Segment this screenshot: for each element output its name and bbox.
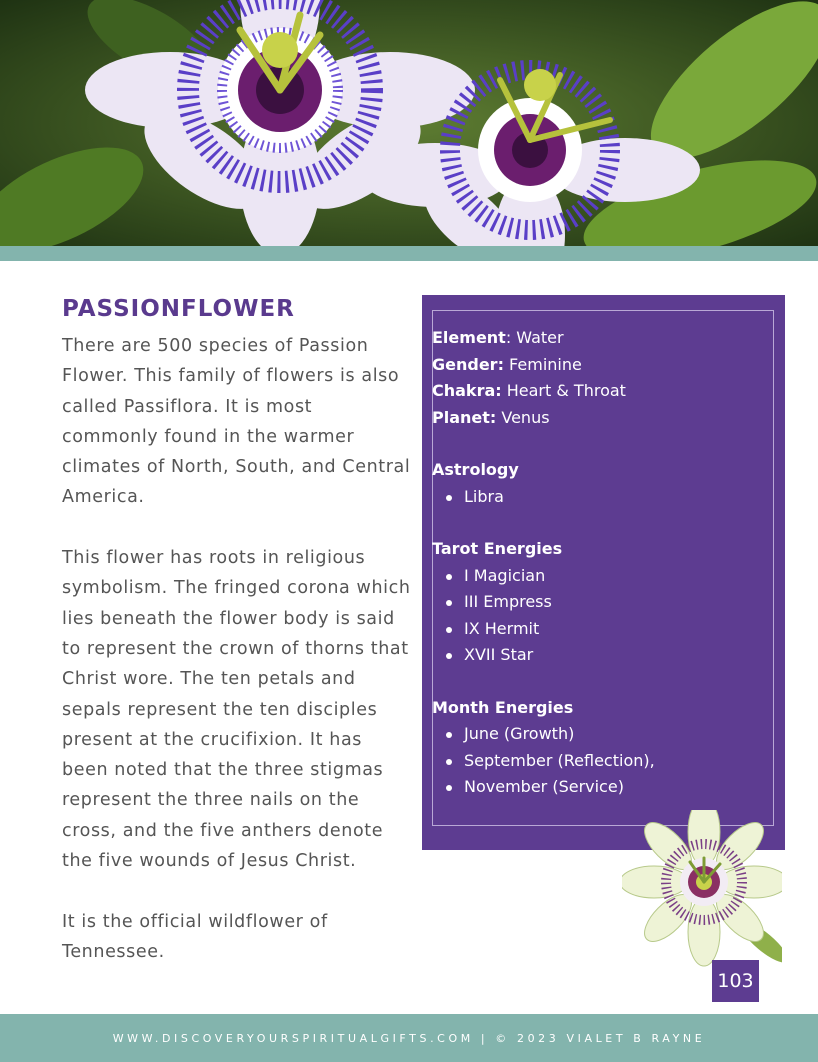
page-title: PASSIONFLOWER (62, 296, 295, 322)
list-item: November (Service) (464, 774, 772, 801)
list-item: June (Growth) (464, 721, 772, 748)
passionflower-illustration (622, 810, 782, 974)
body-text (62, 331, 414, 998)
paragraph: There are 500 species of Passion Flower. This family of flowers is also called Passiflora. It is most commonly found in the warmer climates of North, South, and Central America. (62, 336, 411, 508)
chakra-value: Heart & Throat (501, 381, 626, 400)
planet-row (432, 405, 772, 432)
list-item: IX Hermit (464, 616, 772, 643)
chakra-row (432, 378, 772, 405)
panel-content (432, 325, 772, 801)
gender-label: Gender: (432, 354, 504, 374)
astrology-heading: Astrology (432, 460, 519, 479)
list-item: III Empress (464, 589, 772, 616)
element-label: Element (432, 328, 506, 347)
list-item: September (Reflection), (464, 748, 772, 775)
attributes-panel (422, 295, 785, 850)
footer (0, 1014, 818, 1062)
gender-row (432, 352, 772, 379)
planet-value: Venus (496, 407, 550, 427)
tarot-heading: Tarot Energies (432, 539, 563, 558)
astrology-list (432, 484, 772, 511)
gender-value: Feminine (503, 354, 582, 374)
planet-label: Planet: (432, 407, 497, 427)
page-number: 103 (712, 960, 759, 1002)
paragraph: It is the official wildflower of Tennessee. (62, 911, 328, 962)
chakra-label: Chakra: (432, 381, 502, 400)
passionflower-photo (0, 0, 818, 246)
list-item: Libra (464, 484, 772, 511)
tarot-list (432, 563, 772, 669)
flower-icon (622, 810, 782, 970)
teal-band (0, 246, 818, 261)
list-item: I Magician (464, 563, 772, 590)
hero-photo (0, 0, 818, 246)
element-value: : Water (505, 328, 564, 347)
footer-text: WWW.DISCOVERYOURSPIRITUALGIFTS.COM | © 2023 VIALET B RAYNE (112, 1031, 706, 1045)
list-item: XVII Star (464, 642, 772, 669)
month-list (432, 721, 772, 801)
element-row (432, 325, 772, 352)
month-heading: Month Energies (432, 697, 574, 717)
paragraph: This flower has roots in religious symbolism. The fringed corona which lies beneath the flower body is said to represent the crown of thorns that Christ wore. The ten petals and sepals represent the ten disciples present at the crucifixion. It has been noted that the three stigmas represent the three nails on the cross, and the five anthers denote the five wounds of Jesus Christ. (62, 548, 411, 872)
